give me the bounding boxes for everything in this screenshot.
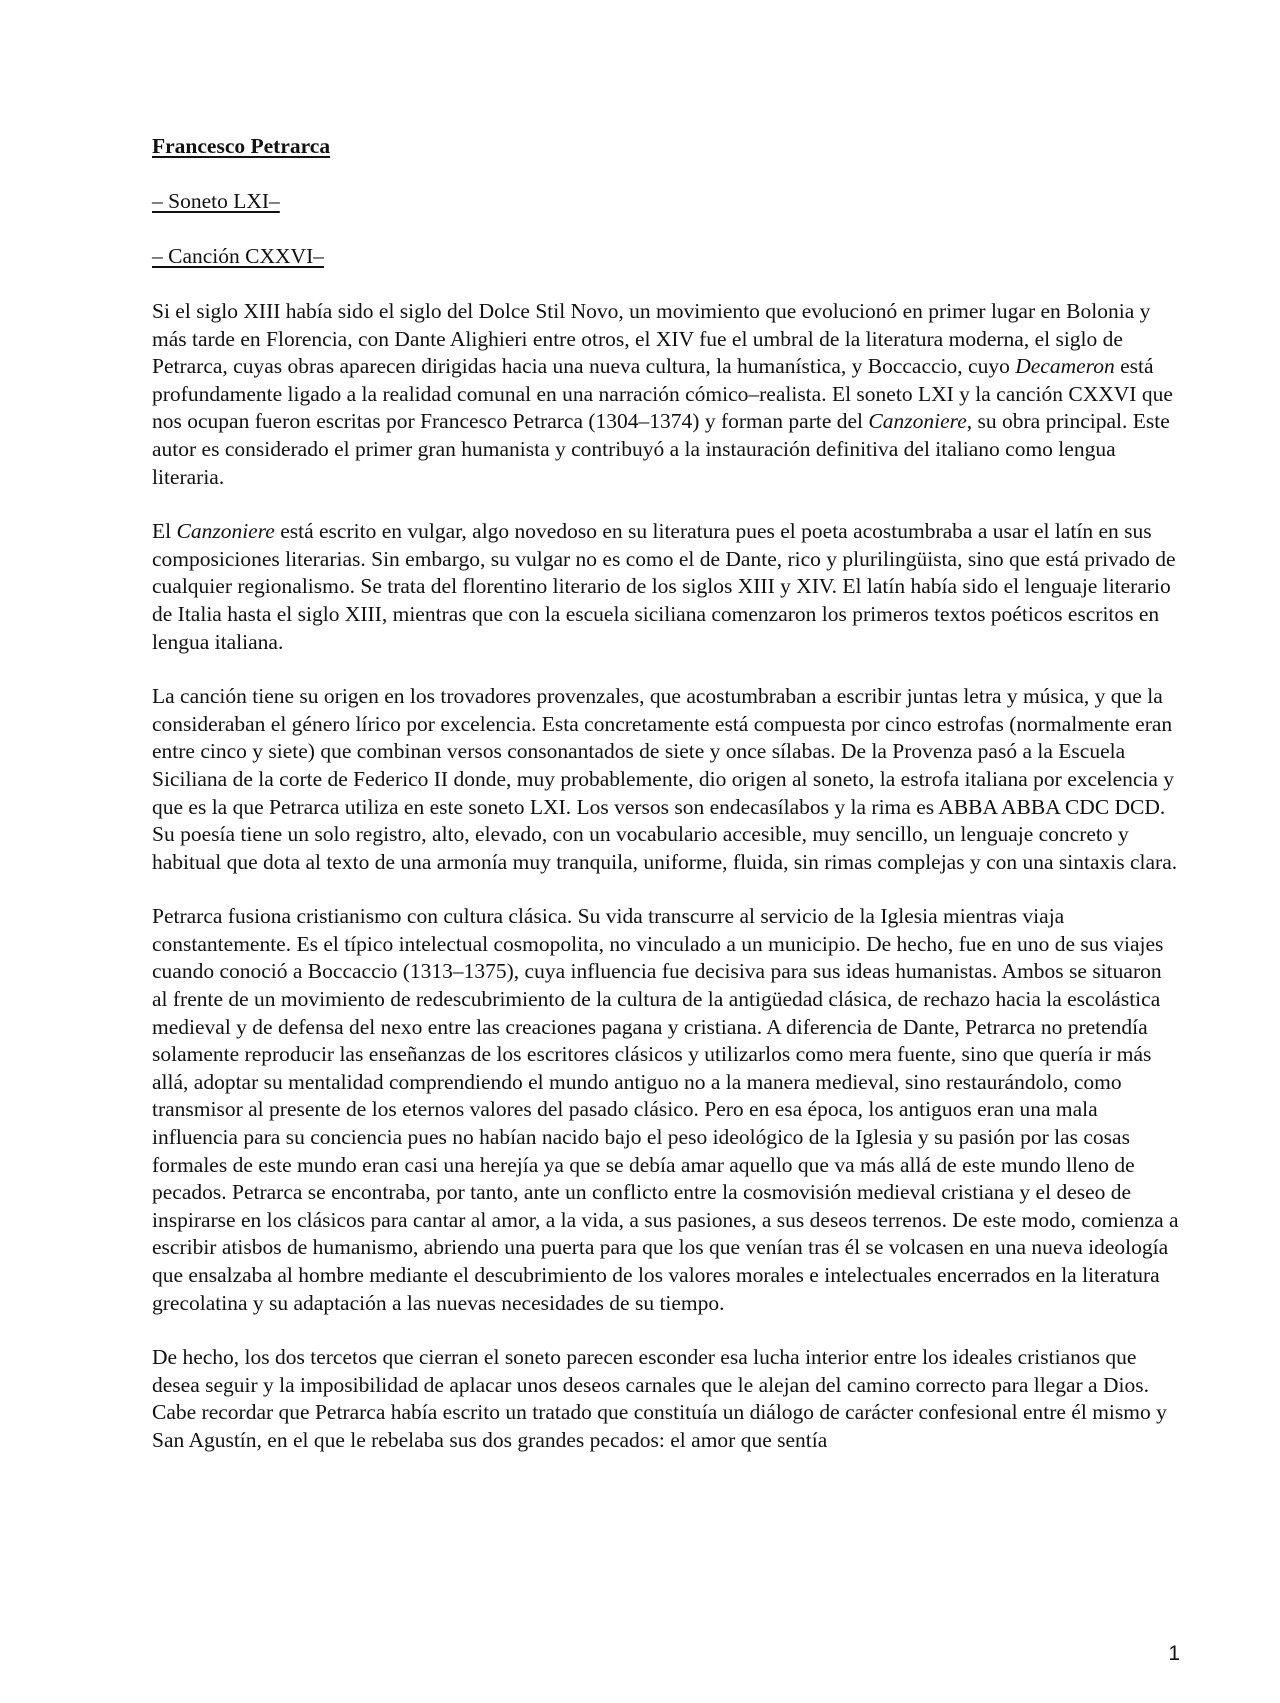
paragraph-tercetos: De hecho, los dos tercetos que cierran el soneto parecen esconder esa lucha interior entre los ideales cristianos que desea seguir y la imposibilidad de aplacar unos deseos carnales que le alejan del camino correcto para llegar a Dios. Cabe recordar que Petrarca había escrito un tratado que constituía un diálogo de carácter confesional entre él mismo y San Agustín, en el que le rebelaba sus dos grandes pecados: el amor que sentía [152,1345,1167,1452]
paragraph-vulgar [152,518,1182,656]
paragraph-cancion: La canción tiene su origen en los trovadores provenzales, que acostumbraban a escribir juntas letra y música, y que la consideraban el género lírico por excelencia. Esta concretamente está compuesta por cinco estrofas (normalmente eran entre cinco y siete) que combinan versos consonantados de siete y once sílabas. De la Provenza pasó a la Escuela Siciliana de la corte de Federico II donde, muy probablemente, dio origen al soneto, la estrofa italiana por excelencia y que es la que Petrarca utiliza en este soneto LXI. Los versos son endecasílabos y la rima es ABBA ABBA CDC DCD. Su poesía tiene un solo registro, alto, elevado, con un vocabulario accesible, muy sencillo, un lenguaje concreto y habitual que dota al texto de una armonía muy tranquila, uniforme, fluida, sin rimas complejas y con una sintaxis clara. [152,684,1178,874]
paragraph-intro-text-2: está profundamente ligado a la realidad comunal en una narración cómico‒realista. El soneto LXI y la canción CXXVI que nos ocupan fueron escritas por Francesco Petrarca (1304‒1374) y forman parte del [152,354,1173,434]
paragraph-vulgar-text-2: está escrito en vulgar, algo novedoso en su literatura pues el poeta acostumbraba a usar el latín en sus composiciones literarias. Sin embargo, su vulgar no es como el de Dante, rico y plurilingüista, sino que está privado de cualquier regionalismo. Se trata del florentino literario de los siglos XIII y XIV. El latín había sido el lenguaje literario de Italia hasta el siglo XIII, mientras que con la escuela siciliana comenzaron los primeros textos poéticos escritos en lengua italiana. [152,519,1176,654]
subtitle-cancion: – Canción CXXVI– [152,244,324,268]
page-number: 1 [1168,1642,1180,1665]
paragraph-cristianismo: Petrarca fusiona cristianismo con cultura clásica. Su vida transcurre al servicio de la Iglesia mientras viaja constantemente. Es el típico intelectual cosmopolita, no vinculado a un municipio. De hecho, fue en uno de sus viajes cuando conoció a Boccaccio (1313‒1375), cuya influencia fue decisiva para sus ideas humanistas. Ambos se situaron al frente de un movimiento de redescubrimiento de la cultura de la antigüedad clásica, de rechazo hacia la escolástica medieval y de defensa del nexo entre las creaciones pagana y cristiana. A diferencia de Dante, Petrarca no pretendía solamente reproducir las enseñanzas de los escritores clásicos y utilizarlos como mera fuente, sino que quería ir más allá, adoptar su mentalidad comprendiendo el mundo antiguo no a la manera medieval, sino restaurándolo, como transmisor al presente de los eternos valores del pasado clásico. Pero en esa época, los antiguos eran una mala influencia para su conciencia pues no habían nacido bajo el peso ideológico de la Iglesia y su pasión por las cosas formales de este mundo eran casi una herejía ya que se debía amar aquello que va más allá de este mundo lleno de pecados. Petrarca se encontraba, por tanto, ante un conflicto entre la cosmovisión medieval cristiana y el deseo de inspirarse en los clásicos para cantar al amor, a la vida, a sus pasiones, a sus deseos terrenos. De este modo, comienza a escribir atisbos de humanismo, abriendo una puerta para que los que venían tras él se volcasen en una nueva ideología que ensalzaba al hombre mediante el descubrimiento de los valores morales e intelectuales encerrados en la literatura grecolatina y su adaptación a las nuevas necesidades de su tiempo. [152,904,1179,1315]
subtitle-soneto: – Soneto LXI– [152,189,280,213]
paragraph-intro-text-3: , su obra principal. Este autor es considerado el primer gran humanista y contribuyó a la instauración definitiva del italiano como lengua literaria. [152,409,1170,489]
paragraph-intro-italic-decameron: Decameron [1015,354,1115,379]
paragraph-vulgar-text-1: El [152,519,177,544]
paragraph-intro-text-1: Si el siglo XIII había sido el siglo del Dolce Stil Novo, un movimiento que evolucionó en primer lugar en Bolonia y más tarde en Florencia, con Dante Alighieri entre otros, el XIV fue el umbral de la literatura moderna, el siglo de Petrarca, cuyas obras aparecen dirigidas hacia una nueva cultura, la humanística, y Boccaccio, cuyo [152,299,1151,379]
document-page [152,132,1182,1455]
document-title: Francesco Petrarca [152,134,331,158]
paragraph-intro [152,298,1182,491]
paragraph-intro-italic-canzoniere: Canzoniere [868,409,967,434]
paragraph-vulgar-italic-canzoniere: Canzoniere [176,519,275,544]
